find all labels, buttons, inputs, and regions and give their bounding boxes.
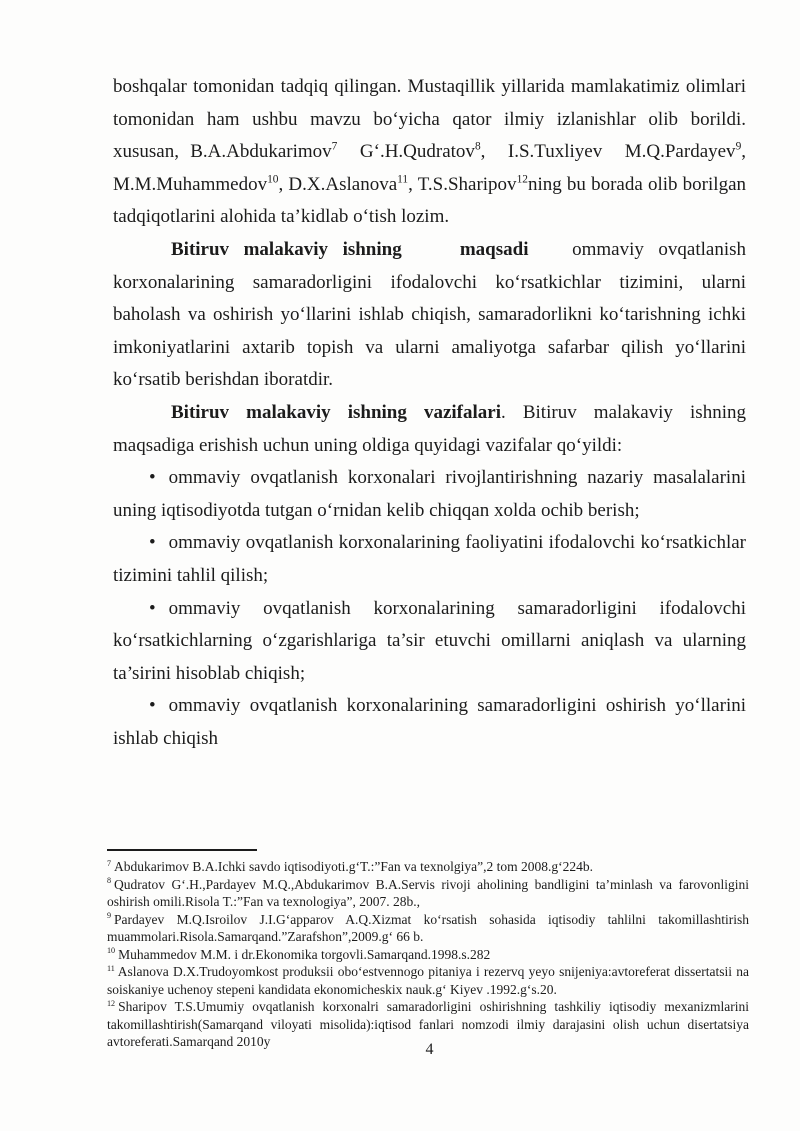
bullet-text: ommaviy ovqatlanish korxonalarining samaradorligini ifodalovchi ko‘rsatkichlarning o‘zgarishlariga ta’sir etuvchi omillarni aniqlash va ularning ta’sirini hisoblab chiqish; — [113, 597, 746, 684]
footnote-text: Aslanova D.X.Trudoyomkost produksii obo‘estvennogo pitaniya i rezervq yeyo snijeniya:avtoreferat dissertatsii na soiskaniye uchenoy stepeni kandidata ekonomicheskix nauk.g‘ Kiyev .1992.g‘s.20. — [107, 964, 749, 997]
bullet-item-1 — [113, 462, 746, 527]
footnote-10 — [107, 946, 749, 964]
footnote-marker: 10 — [107, 946, 116, 955]
footnote-8 — [107, 876, 749, 911]
footnote-marker: 8 — [107, 876, 112, 885]
footnote-marker: 9 — [107, 911, 112, 920]
bullet-icon: • — [149, 532, 156, 554]
footnote-marker: 11 — [107, 963, 115, 973]
footnote-separator — [107, 849, 257, 851]
footnote-marker: 12 — [107, 998, 116, 1008]
bullet-text: ommaviy ovqatlanish korxonalarining samaradorligini oshirish yo‘llarini ishlab chiqish — [113, 695, 746, 749]
bullet-item-4 — [113, 690, 746, 755]
footnote-text: Muhammedov M.M. i dr.Ekonomika torgovli.Samarqand.1998.s.282 — [118, 946, 491, 962]
paragraph-vazifalar: Bitiruv malakaviy ishning vazifalari. Bitiruv malakaviy ishning maqsadiga erishish uchun uning oldiga quyidagi vazifalar qo‘yildi: — [113, 401, 746, 456]
footnote-7 — [107, 858, 749, 876]
bullet-icon: • — [149, 597, 156, 619]
paragraph-intro: boshqalar tomonidan tadqiq qilingan. Mustaqillik yillarida mamlakatimiz olimlari tomonidan ham ushbu mavzu bo‘yicha qator ilmiy izlanishlar olib borildi. xususan, B.A.Abdukarimov$^7$ G‘.H.Qudratov$^8$, I.S.Tuxliyev M.Q.Pardayev$^9$, M.M.Muhammedov$^{10}$, D.X.Aslanova$^{11}$, T.S.Sharipov$^{12}$ning bu borada olib borilgan tadqiqotlarini alohida ta’kidlab o‘tish lozim. — [113, 76, 747, 228]
footnote-text: Sharipov T.S.Umumiy ovqatlanish korxonalri samaradorligini oshirishning tashkiliy iqtisodiy mexanizmlarini takomillashtirish(Samarqand viloyati misolida):iqtisod fanlari nomzodi ilmiy darajasini olish uchun disertatsiya avtoreferati.Samarqand 2010y — [107, 999, 749, 1049]
bullet-item-2 — [113, 527, 746, 592]
paragraph-maqsad: Bitiruv malakaviy ishning maqsadi ommaviy ovqatlanish korxonalarining samaradorligini ifodalovchi ko‘rsatkichlar tizimini, ularni baholash va oshirish yo‘llarini ishlab chiqish, samaradorlikni ko‘tarishning ichki imkoniyatlarini axtarib topish va ularni amaliyotga safarbar qilish yo‘llarini ko‘rsatib berishdan iboratdir. — [113, 238, 746, 391]
footnote-text: Pardayev M.Q.Isroilov J.I.G‘apparov A.Q.Xizmat ko‘rsatish sohasida iqtisodiy tahlilni takomillashtirish muammolari.Risola.Samarqand.”Zarafshon”,2009.g‘ 66 b. — [107, 911, 749, 944]
footnote-text: Qudratov G‘.H.,Pardayev M.Q.,Abdukarimov B.A.Servis rivoji aholining bandligini ta’minlash va farovonligini oshirish omili.Risola T.:”Fan va texnologiya”, 2007. 28b., — [107, 876, 749, 909]
footnote-marker: 7 — [107, 858, 112, 868]
bullet-item-3 — [113, 593, 746, 691]
bullet-text: ommaviy ovqatlanish korxonalarining faoliyatini ifodalovchi ko‘rsatkichlar tizimini tahlil qilish; — [113, 532, 746, 586]
bullet-icon: • — [149, 467, 156, 489]
footnote-text: Abdukarimov B.A.Ichki savdo iqtisodiyoti.g‘T.:”Fan va texnolgiya”,2 tom 2008.g‘224b. — [114, 859, 593, 874]
footnote-9 — [107, 911, 749, 946]
bullet-text: ommaviy ovqatlanish korxonalari rivojlantirishning nazariy masalalarini uning iqtisodiyotda tutgan o‘rnidan kelib chiqqan xolda ochib berish; — [113, 467, 746, 521]
page-number: 4 — [425, 1041, 434, 1058]
bullet-icon: • — [149, 695, 156, 717]
footnotes-section — [107, 849, 749, 1051]
body-text — [113, 71, 746, 755]
footnote-11 — [107, 963, 749, 998]
